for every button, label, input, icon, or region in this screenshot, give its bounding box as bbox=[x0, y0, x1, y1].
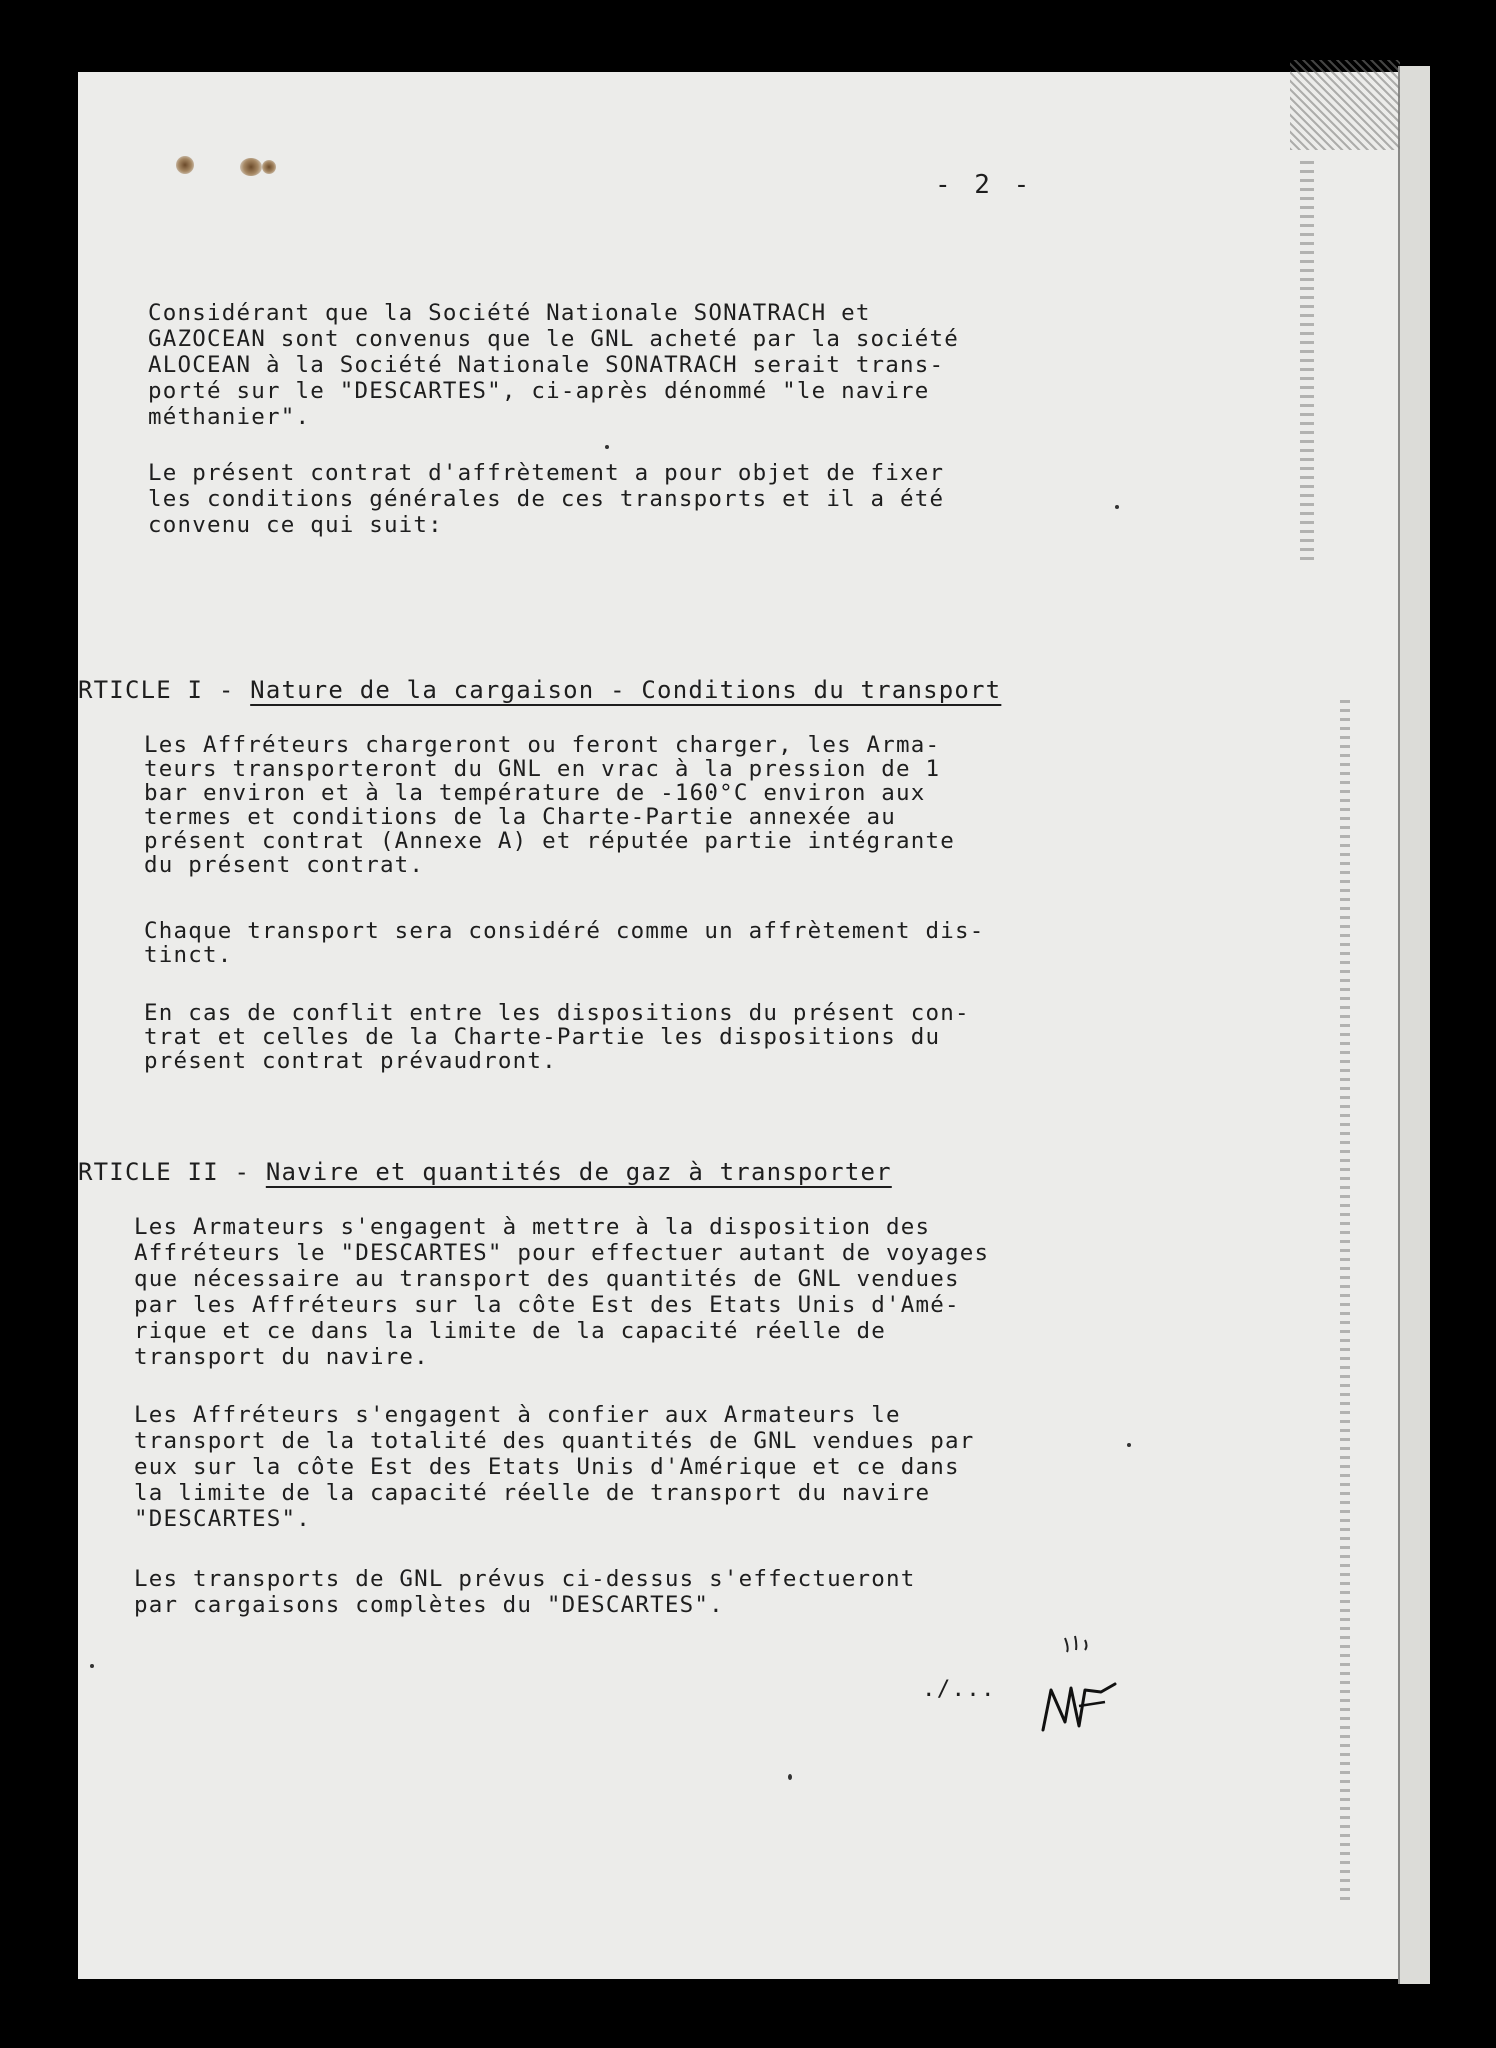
text-line: trat et celles de la Charte-Partie les dispositions du bbox=[144, 1024, 941, 1050]
article-label: RTICLE II bbox=[78, 1158, 219, 1186]
article-2-heading bbox=[78, 1158, 892, 1186]
text-line: eux sur la côte Est des Etats Unis d'Amérique et ce dans bbox=[134, 1454, 960, 1480]
text-line: ALOCEAN à la Société Nationale SONATRACH serait trans- bbox=[148, 352, 945, 378]
heading-dash: - bbox=[218, 676, 235, 704]
article-1-heading bbox=[78, 676, 1001, 704]
initials-signature bbox=[1035, 1630, 1155, 1740]
text-line: présent contrat prévaudront. bbox=[144, 1048, 557, 1074]
text-line: présent contrat (Annexe A) et réputée partie intégrante bbox=[144, 828, 956, 854]
text-line: transport du navire. bbox=[134, 1344, 429, 1370]
text-line: que nécessaire au transport des quantités de GNL vendues bbox=[134, 1266, 960, 1292]
continuation-mark: ./... bbox=[922, 1676, 996, 1702]
text-line: Les Affréteurs chargeront ou feront charger, les Arma- bbox=[144, 732, 941, 758]
text-line: Les transports de GNL prévus ci-dessus s'effectueront bbox=[134, 1566, 916, 1592]
text-line: Le présent contrat d'affrètement a pour objet de fixer bbox=[148, 460, 945, 486]
article-label: RTICLE I bbox=[78, 676, 204, 704]
text-line: rique et ce dans la limite de la capacité réelle de bbox=[134, 1318, 887, 1344]
text-line: bar environ et à la température de -160°C environ aux bbox=[144, 780, 926, 806]
text-line: tinct. bbox=[144, 942, 233, 968]
text-line: Les Affréteurs s'engagent à confier aux Armateurs le bbox=[134, 1402, 901, 1428]
text-line: "DESCARTES". bbox=[134, 1506, 311, 1532]
article-title: Navire et quantités de gaz à transporter bbox=[265, 1158, 892, 1186]
text-line: porté sur le "DESCARTES", ci-après dénommé "le navire bbox=[148, 378, 930, 404]
text-line: Chaque transport sera considéré comme un affrètement dis- bbox=[144, 918, 985, 944]
text-line: par cargaisons complètes du "DESCARTES". bbox=[134, 1592, 724, 1618]
text-line: teurs transporteront du GNL en vrac à la pression de 1 bbox=[144, 756, 941, 782]
text-line: Les Armateurs s'engagent à mettre à la disposition des bbox=[134, 1214, 931, 1240]
text-line: par les Affréteurs sur la côte Est des Etats Unis d'Amé- bbox=[134, 1292, 960, 1318]
text-line: transport de la totalité des quantités de GNL vendues par bbox=[134, 1428, 975, 1454]
page-number: - 2 - bbox=[935, 170, 1034, 200]
text-line: En cas de conflit entre les dispositions du présent con- bbox=[144, 1000, 970, 1026]
text-line: méthanier". bbox=[148, 404, 311, 430]
text-line: Considérant que la Société Nationale SONATRACH et bbox=[148, 300, 871, 326]
text-line: GAZOCEAN sont convenus que le GNL acheté par la société bbox=[148, 326, 960, 352]
text-line: les conditions générales de ces transports et il a été bbox=[148, 486, 945, 512]
text-line: du présent contrat. bbox=[144, 852, 425, 878]
text-line: termes et conditions de la Charte-Partie annexée au bbox=[144, 804, 897, 830]
article-title: Nature de la cargaison - Conditions du transport bbox=[250, 676, 1002, 704]
text-line: Affréteurs le "DESCARTES" pour effectuer autant de voyages bbox=[134, 1240, 990, 1266]
text-line: convenu ce qui suit: bbox=[148, 512, 443, 538]
text-line: la limite de la capacité réelle de transport du navire bbox=[134, 1480, 931, 1506]
heading-dash: - bbox=[234, 1158, 251, 1186]
